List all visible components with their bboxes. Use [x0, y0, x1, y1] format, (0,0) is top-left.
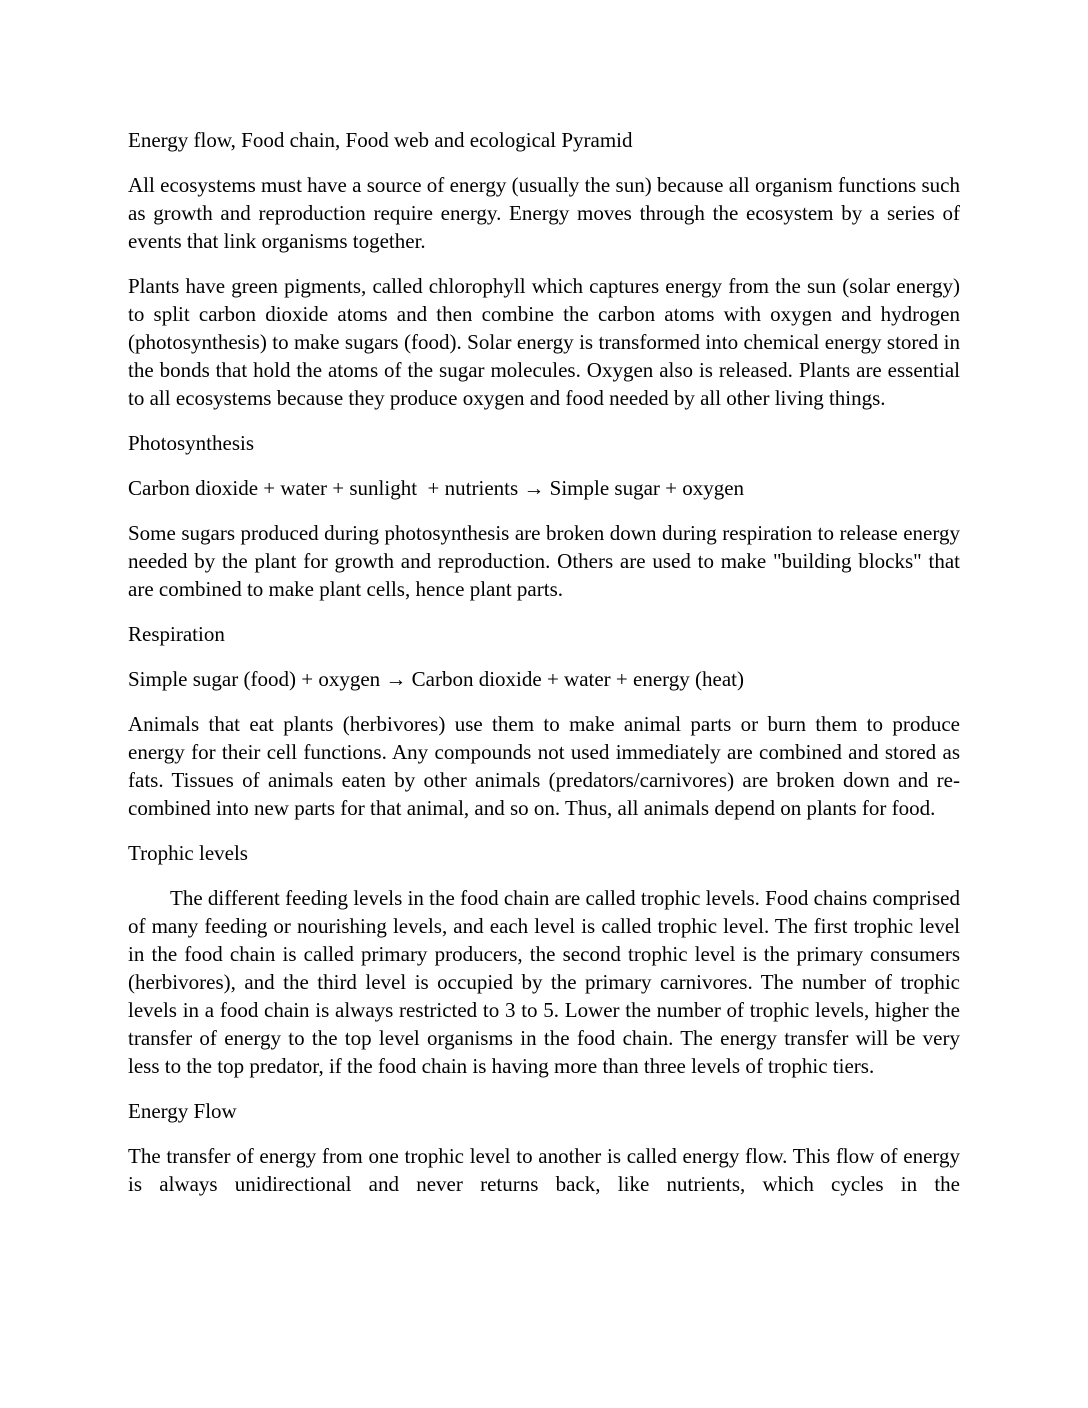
plants-paragraph: Plants have green pigments, called chlorophyll which captures energy from the sun (solar energy) to split carbon dioxide atoms and then combine the carbon atoms with oxygen and hydrogen (photosynthesis) to make sugars (food). Solar energy is transformed into chemical energy stored in the bonds that hold the atoms of the sugar molecules. Oxygen also is released. Plants are essential to all ecosystems because they produce oxygen and food needed by all other living things. [128, 274, 960, 410]
photosynthesis-heading: Photosynthesis [128, 431, 255, 455]
respiration-heading: Respiration [128, 622, 225, 646]
respiration-formula: Simple sugar (food) + oxygen → Carbon dioxide + water + energy (heat) [128, 667, 744, 691]
energy-flow-paragraph: The transfer of energy from one trophic level to another is called energy flow. This flow of energy is always unidirectional and never returns back, like nutrients, which cycles in the [128, 1144, 960, 1196]
document-title: Energy flow, Food chain, Food web and ecological Pyramid [128, 128, 633, 152]
intro-paragraph: All ecosystems must have a source of energy (usually the sun) because all organism functions such as growth and reproduction require energy. Energy moves through the ecosystem by a series of events that link organisms together. [128, 173, 960, 253]
trophic-levels-paragraph: The different feeding levels in the food chain are called trophic levels. Food chains comprised of many feeding or nourishing levels, and each level is called trophic level. The first trophic level in the food chain is called primary producers, the second trophic level is the primary consumers (herbivores), and the third level is occupied by the primary carnivores. The number of trophic levels in a food chain is always restricted to 3 to 5. Lower the number of trophic levels, higher the transfer of energy to the top level organisms in the food chain. The energy transfer will be very less to the top predator, if the food chain is having more than three levels of trophic tiers. [128, 886, 960, 1078]
photosynthesis-formula: Carbon dioxide + water + sunlight + nutrients → Simple sugar + oxygen [128, 476, 745, 500]
animals-paragraph: Animals that eat plants (herbivores) use them to make animal parts or burn them to produce energy for their cell functions. Any compounds not used immediately are combined and stored as fats. Tissues of animals eaten by other animals (predators/carnivores) are broken down and re-combined into new parts for that animal, and so on. Thus, all animals depend on plants for food. [128, 712, 960, 820]
energy-flow-heading: Energy Flow [128, 1099, 237, 1123]
trophic-levels-heading: Trophic levels [128, 841, 248, 865]
sugars-paragraph: Some sugars produced during photosynthesis are broken down during respiration to release energy needed by the plant for growth and reproduction. Others are used to make "building blocks" that are combined to make plant cells, hence plant parts. [128, 521, 960, 601]
